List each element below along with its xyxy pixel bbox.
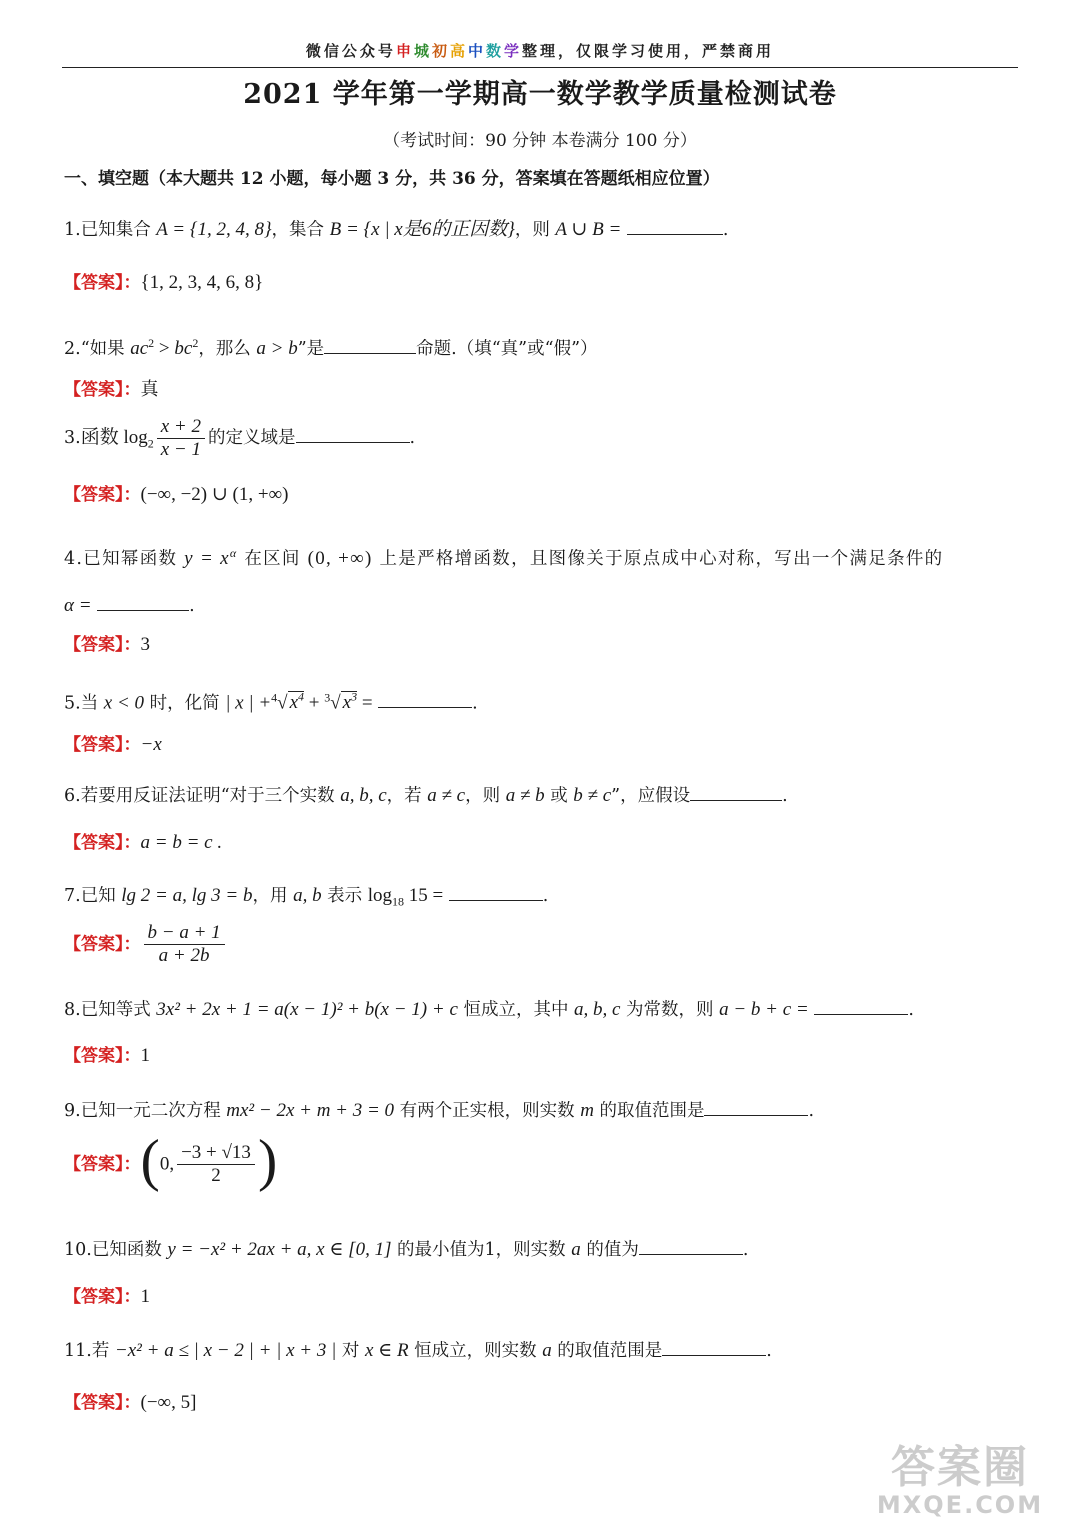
answer-blank [449,880,543,901]
answer-blank [296,422,410,443]
question-8: 8.已知等式 3x² + 2x + 1 = a(x − 1)² + b(x − 1) + c 恒成立，其中 a, b, c 为常数，则 a − b + c = . [64,994,914,1023]
question-3: 3.函数 $\log_2$ $\frac{x + 2}{x - 1}$ 的定义域是 . [64,416,416,460]
answer-3: 【答案】：(−∞, −2) ∪ (1, +∞) [64,484,289,505]
section-heading: 一、填空题（本大题共 12 小题，每小题 3 分，共 36 分，答案填在答题纸相应位置） [64,169,720,189]
page-title: 2021 学年第一学期高一数学教学质量检测试卷 [243,79,837,110]
answer-blank [662,1335,766,1356]
question-2: 2.“如果 $ac^2 > bc^2$，那么 a > b”是 命题.（填“真”或“假”） [64,330,598,362]
answer-label: 【答案】： [64,273,141,293]
header-divider [62,67,1018,68]
answer-8: 【答案】：1 [64,1045,150,1066]
answer-2: 【答案】：真 [64,379,159,400]
answer-11: 【答案】：(−∞, 5] [64,1392,197,1413]
watermark-logo-text: 答案圈 [891,1442,1029,1493]
answer-10: 【答案】：1 [64,1286,150,1307]
answer-5: 【答案】：−x [64,734,162,755]
question-5: 5.当 x < 0 时，化简 | x | +$^4$√ $x^4 + ^3√$ $x^3$ = . [64,684,478,716]
question-11: 11.若 −x² + a ≤ | x − 2 | + | x + 3 | 对 x ∈ R 恒成立，则实数 a 的取值范围是 . [64,1335,772,1364]
fraction: $\frac{-3 + √13}{2}$ [177,1142,255,1187]
question-4: 4.已知幂函数 $y = x^\alpha$ 在区间 (0, +∞) 上是严格增函数，且图像关于原点成中心对称，写出一个满足条件的 [64,546,944,569]
answer-7: 【答案】： $\frac{b - a + 1}{a + 2b}$ [64,922,228,967]
answer-blank [690,780,782,801]
answer-blank [324,333,416,354]
answer-blank [814,994,908,1015]
question-9: 9.已知一元二次方程 mx² − 2x + m + 3 = 0 有两个正实根，则实数 m 的取值范围是 . [64,1095,814,1124]
answer-blank [704,1095,808,1116]
answer-6: 【答案】：a = b = c . [64,832,223,853]
answer-blank [627,214,723,235]
watermark-logo [870,1444,1050,1522]
question-4-line-2: α = . [64,590,195,619]
question-7: 7.已知 lg 2 = a, lg 3 = b，用 a, b 表示 $\log_{18} 15$ = . [64,880,548,915]
answer-1: 【答案】：{1, 2, 3, 4, 6, 8} [64,272,264,293]
watermark-url: MXQE.COM [876,1491,1044,1519]
question-1: 1.已知集合 A = {1, 2, 4, 8}，集合 B = {x | x是6的正因数}，则 A ∪ B = . [64,214,728,243]
answer-4: 【答案】：3 [64,634,150,655]
question-6: 6.若要用反证法证明“对于三个实数 a, b, c，若 a ≠ c，则 a ≠ b 或 b ≠ c”，应假设 . [64,780,788,809]
fraction: $\frac{x + 2}{x - 1}$ [157,416,205,461]
answer-blank [97,590,189,611]
answer-blank [639,1234,743,1255]
header-note: 微信公众号申城初高中数学整理，仅限学习使用，严禁商用 [305,42,775,60]
fraction: $\frac{b - a + 1}{a + 2b}$ [144,922,225,967]
question-10: 10.已知函数 y = −x² + 2ax + a, x ∈ [0, 1] 的最小值为1，则实数 a 的值为 . [64,1234,748,1263]
answer-blank [378,687,472,708]
answer-9: 【答案】：(0, $\frac{-3 + √13}{2}$ ) [64,1127,278,1193]
exam-info: （考试时间：90 分钟 本卷满分 100 分） [383,131,697,151]
